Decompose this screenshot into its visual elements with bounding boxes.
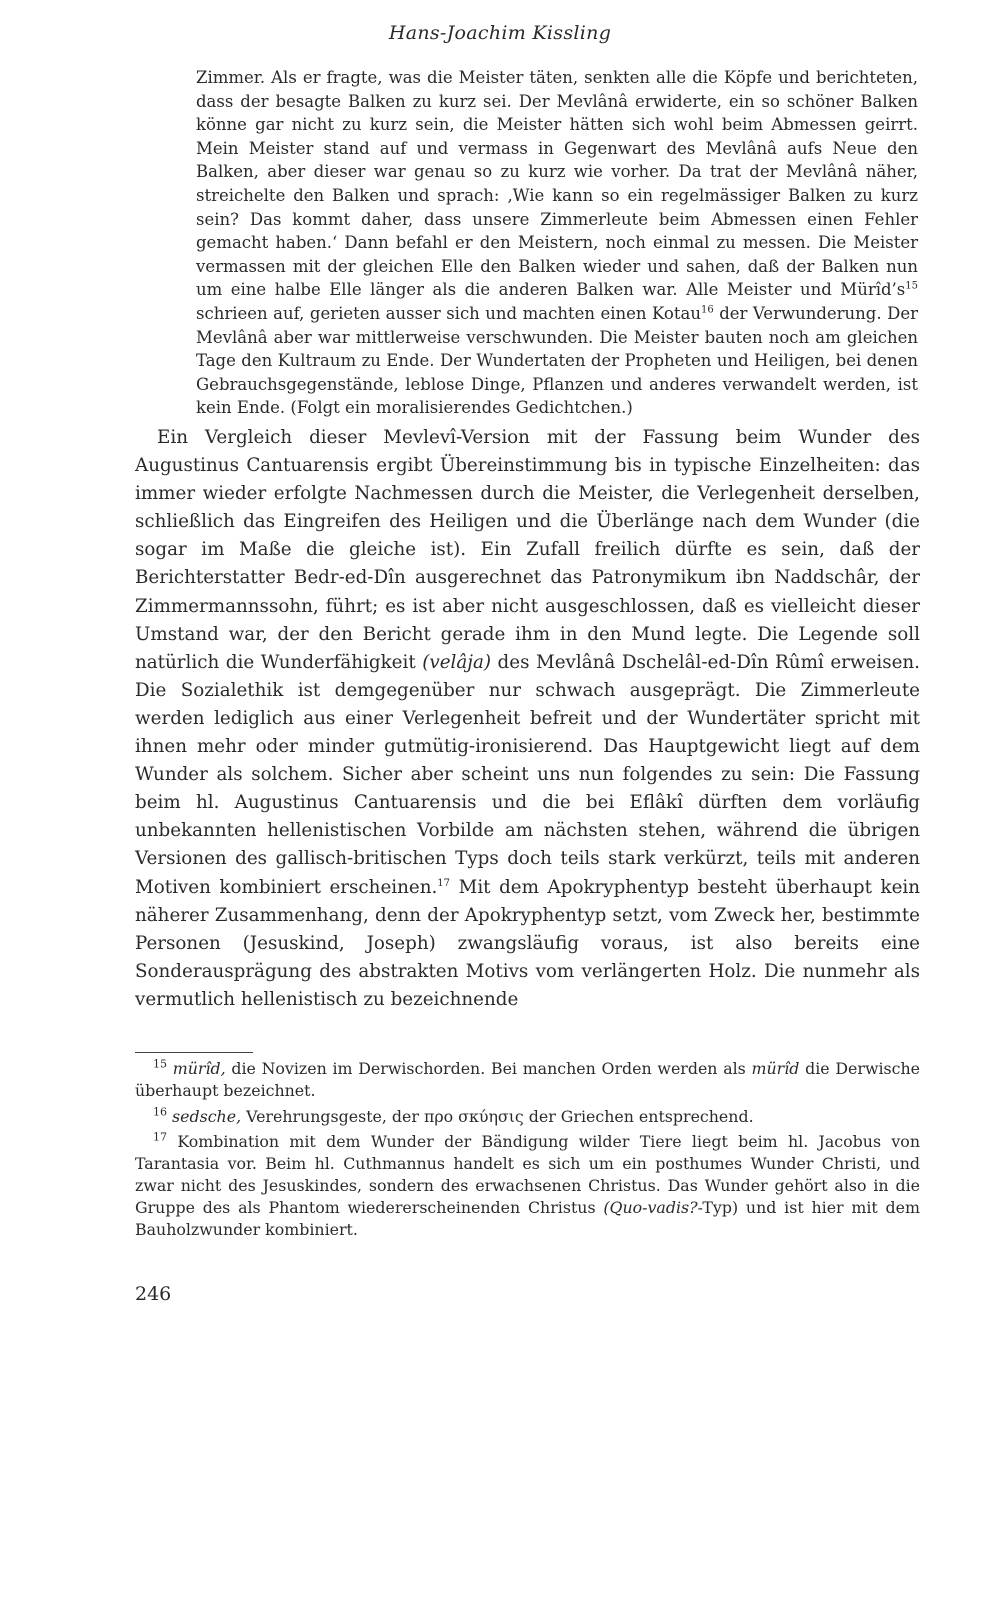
quote-paragraph xyxy=(196,66,918,420)
footnote-ref-17[interactable]: 17 xyxy=(437,877,451,889)
footnote-ref-15[interactable]: 15 xyxy=(905,280,918,292)
footnote-number: 15 xyxy=(153,1057,167,1071)
footnote-number: 16 xyxy=(153,1105,167,1119)
quote-text-2: schrieen auf, gerieten ausser sich und machten einen Kotau xyxy=(196,303,701,323)
footnote-text: Verehrungsgeste, der xyxy=(241,1106,424,1126)
page-number: 246 xyxy=(135,1283,172,1305)
quote-text-1: Zimmer. Als er fragte, was die Meister täten, senkten alle die Köpfe und berichteten, dass der besagte Balken zu kurz sei. Der Mevlânâ erwiderte, ein so schöner Balken könne gar nicht zu kurz sein, die Meister hätten sich wohl beim Abmessen geirrt. Mein Meister stand auf und vermass in Gegenwart des Mevlânâ aufs Neue den Balken, aber dieser war genau so zu kurz wie vorher. Da trat der Mevlânâ näher, streichelte den Balken und sprach: ‚Wie kann so ein regelmässiger Balken zu kurz sein? Das kommt daher, dass unsere Zimmerleute beim Abmessen einen Fehler gemacht haben.‘ Dann befahl er den Meistern, noch einmal zu messen. Die Meister vermassen mit der gleichen Elle den Balken wieder und sahen, daß der Balken nun um eine halbe Elle länger als die anderen Balken war. Alle Meister und Mürîd’s xyxy=(196,68,918,300)
footnote-greek: προ σκύησις xyxy=(423,1106,524,1126)
body-paragraph xyxy=(135,424,920,1014)
footnote-italic: (Quo-vadis? xyxy=(603,1197,698,1217)
footnote-text: der Griechen entsprechend. xyxy=(523,1106,754,1126)
footnote-text: die Derwische überhaupt bezeichnet. xyxy=(135,1059,920,1100)
footnote-italic: sedsche, xyxy=(172,1106,242,1126)
footnote-17 xyxy=(135,1131,920,1240)
footnote-number: 17 xyxy=(153,1131,167,1145)
footnote-text: -Typ) und ist hier mit dem Bauholzwunder kombiniert. xyxy=(135,1197,921,1239)
running-head: Hans-Joachim Kissling xyxy=(388,22,612,44)
body-italic-velaja: (velâja) xyxy=(422,651,491,673)
footnote-text: die Novizen im Derwischorden. Bei manchen Orden werden als xyxy=(225,1059,752,1078)
footnote-text: Kombination mit dem Wunder der Bändigung wilder Tiere liegt beim hl. Jacobus von Tarantasia vor. Beim hl. Cuthmannus handelt es sich um ein posthumes Wunder Christi, und zwar nicht des Jesuskindes, sondern des erwachsenen Christus. Das Wunder gehört also in die Gruppe des als Phantom wiedererscheinenden Christus xyxy=(135,1132,920,1217)
body-text-3: Mit dem Apokryphentyp besteht überhaupt kein näherer Zusammenhang, denn der Apokryphentyp setzt, vom Zweck her, bestimmte Personen (Jesuskind, Joseph) zwangsläufig voraus, ist also bereits eine Sonderausprägung des abstrakten Motivs vom verlängerten Holz. Die nunmehr als vermutlich hellenistisch zu bezeichnende xyxy=(135,876,921,1010)
body-text-2: des Mevlânâ Dschelâl-ed-Dîn Rûmî erweisen. Die Sozialethik ist demgegenüber nur schwach ausgeprägt. Die Zimmerleute werden lediglich aus einer Verlegenheit befreit und der Wundertäter spricht mit ihnen mehr oder minder gutmütig-ironisierend. Das Hauptgewicht liegt auf dem Wunder als solchem. Sicher aber scheint uns nun folgendes zu sein: Die Fassung beim hl. Augustinus Cantuarensis und die bei Eflâkî dürften dem vorläufig unbekannten hellenistischen Vorbilde am nächsten stehen, während die übrigen Versionen des gallisch-britischen Typs doch teils stark verkürzt, teils mit anderen Motiven kombiniert erscheinen. xyxy=(135,651,920,898)
footnote-divider xyxy=(135,1052,253,1053)
footnote-italic: mürîd xyxy=(751,1059,800,1078)
footnotes xyxy=(135,1058,920,1244)
quote-text-3: der Verwunderung. Der Mevlânâ aber war mittlerweise verschwunden. Die Meister bauten noch am gleichen Tage den Kultraum zu Ende. Der Wundertaten der Propheten und Heiligen, bei denen Gebrauchsgegenstände, leblose Dinge, Pflanzen und anderes verwandelt werden, ist kein Ende. (Folgt ein moralisierendes Gedichtchen.) xyxy=(196,303,918,418)
body-text-1: Ein Vergleich dieser Mevlevî-Version mit der Fassung beim Wunder des Augustinus Cantuarensis ergibt Übereinstimmung bis in typische Einzelheiten: das immer wieder erfolgte Nachmessen durch die Meister, die Verlegenheit derselben, schließlich das Eingreifen des Heiligen und die Überlänge nach dem Wunder (die sogar im Maße die gleiche ist). Ein Zufall freilich dürfte es sein, daß der Berichterstatter Bedr-ed-Dîn ausgerechnet das Patronymikum ibn Naddschâr, der Zimmermannssohn, führt; es ist aber nicht ausgeschlossen, daß es vielleicht dieser Umstand war, der den Bericht gerade ihm in den Mund legte. Die Legende soll natürlich die Wunderfähigkeit xyxy=(135,427,920,673)
footnote-15 xyxy=(135,1058,920,1102)
footnote-italic: mürîd, xyxy=(172,1059,226,1078)
footnote-ref-16[interactable]: 16 xyxy=(700,304,714,316)
footnote-16 xyxy=(135,1106,920,1128)
